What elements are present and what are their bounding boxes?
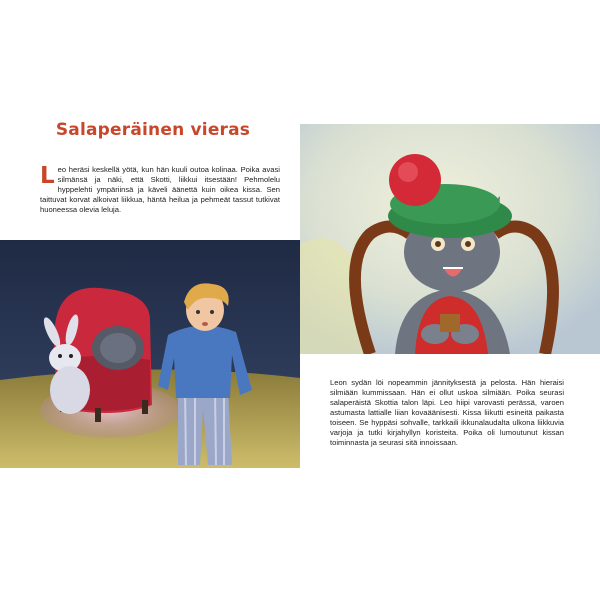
- illustration-boy-and-armchair: [0, 240, 300, 468]
- illustration-cat-with-hat: [300, 124, 600, 354]
- story-text-left: eo heräsi keskellä yötä, kun hän kuuli outoa kolinaa. Poika avasi silmänsä ja näki, että Skotti, liikkui itsestään! Pehmolelu hyppelehti ympäriinsä ja käveli äänettä kuin oikea kissa. Sen taittuvat korvat alkoivat liikkua, häntä heilua ja pehmeät tassut tutkivat huoneessa olevia leluja.: [40, 165, 280, 214]
- story-paragraph-left: [40, 165, 280, 215]
- page-title: Salaperäinen vieras: [55, 120, 251, 140]
- story-paragraph-right: Leon sydän löi nopeammin jännityksestä ja pelosta. Hän hieraisi silmiään kummissaan. Hän ei ollut uskoa silmiään. Poika seurasi salaperäistä Skottia talon läpi. Leo hiipi varovasti perässä, varoen astumasta lattialle liian kovaäänisesti. Kissa liikutti esineitä paikasta toiseen. Se hyppäsi sohvalle, tarkkaili ikkunalaudalta ulkona liikkuvia varjoja ja tutki kirjahyllyn koristeita. Poika oli lumoutunut kissan toiminnasta ja seurasi sitä innoissaan.: [330, 378, 564, 447]
- drop-cap: L: [40, 163, 55, 189]
